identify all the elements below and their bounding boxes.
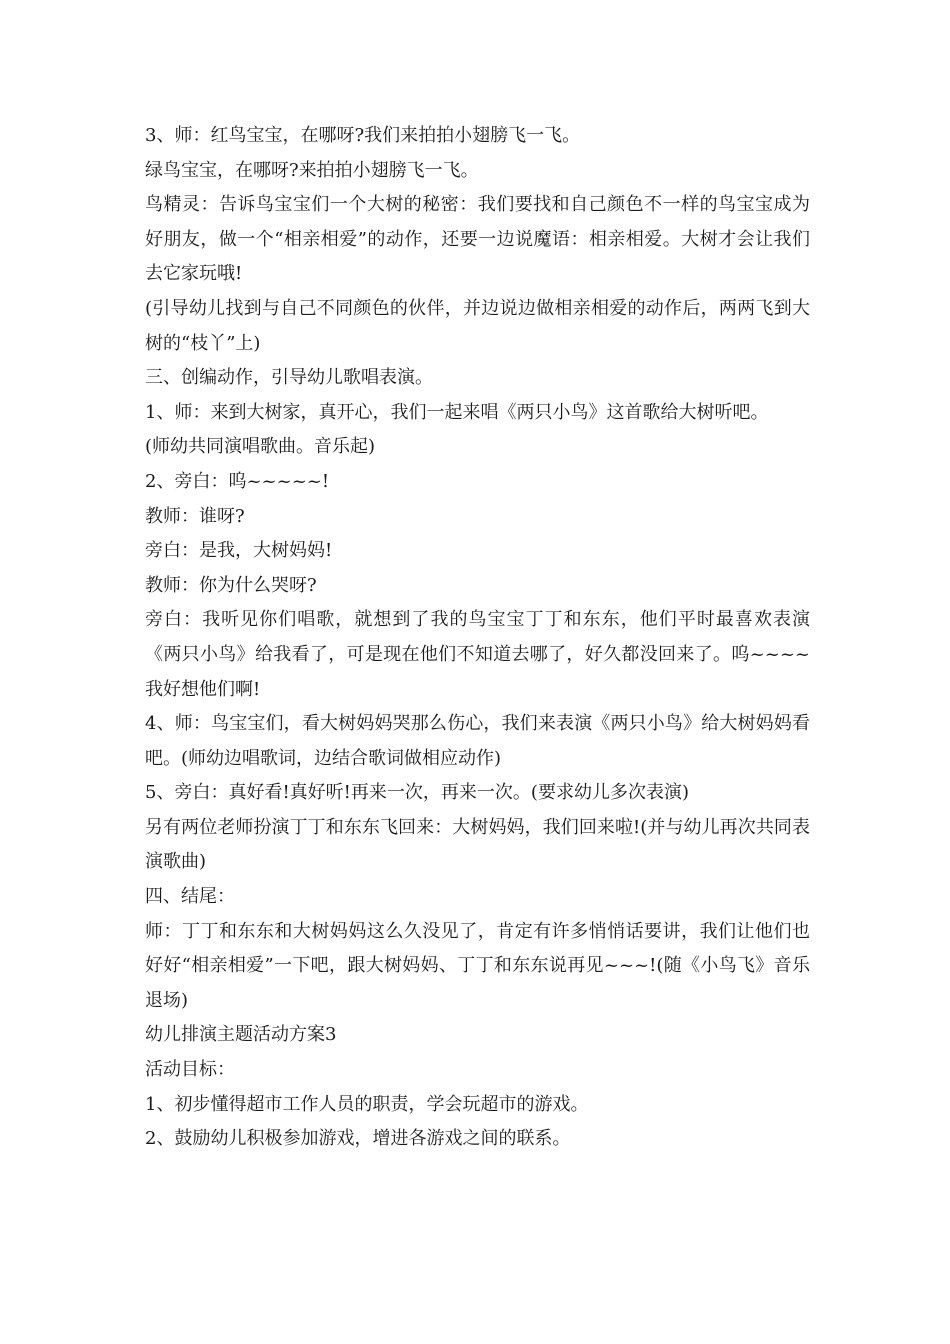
paragraph-15: 另有两位老师扮演丁丁和东东飞回来：大树妈妈，我们回来啦!(并与幼儿再次共同表演歌曲) (145, 816, 810, 873)
document-body (145, 119, 810, 1157)
paragraph-1: 3、师：红鸟宝宝，在哪呀?我们来拍拍小翅膀飞一飞。 (145, 125, 581, 146)
paragraph-13: 4、师：鸟宝宝们，看大树妈妈哭那么伤心，我们来表演《两只小鸟》给大树妈妈看吧。(师幼边唱歌词，边结合歌词做相应动作) (145, 713, 810, 769)
paragraph-3: 鸟精灵：告诉鸟宝宝们一个大树的秘密：我们要找和自己颜色不一样的鸟宝宝成为好朋友，做一个“相亲相爱”的动作，还要一边说魔语：相亲相爱。大树才会让我们去它家玩哦! (145, 194, 810, 285)
paragraph-12: 旁白：我听见你们唱歌，就想到了我的鸟宝宝丁丁和东东，他们平时最喜欢表演《两只小鸟》给我看了，可是现在他们不知道去哪了，好久都没回来了。呜~~~~我好想他们啊! (145, 609, 810, 700)
paragraph-4: (引导幼儿找到与自己不同颜色的伙伴，并边说边做相亲相爱的动作后，两两飞到大树的“枝丫”上) (145, 297, 810, 354)
paragraph-2: 绿鸟宝宝，在哪呀?来拍拍小翅膀飞一飞。 (145, 159, 479, 181)
goal-item-1: 1、初步懂得超市工作人员的职责，学会玩超市的游戏。 (145, 1093, 589, 1115)
paragraph-8: 2、旁白：呜~~~~~! (145, 470, 330, 492)
paragraph-14: 5、旁白：真好看!真好听!再来一次，再来一次。(要求幼儿多次表演) (145, 782, 689, 804)
section-heading-4: 四、结尾： (145, 886, 235, 908)
goal-item-2: 2、鼓励幼儿积极参加游戏，增进各游戏之间的联系。 (145, 1128, 571, 1150)
paragraph-11: 教师：你为什么哭呀? (145, 574, 317, 596)
section-heading-3: 三、创编动作，引导幼儿歌唱表演。 (145, 367, 433, 389)
paragraph-17: 师：丁丁和东东和大树妈妈这么久没见了，肯定有许多悄悄话要讲，我们让他们也好好“相亲相爱”一下吧，跟大树妈妈、丁丁和东东说再见~~~!(随《小鸟飞》音乐退场) (145, 920, 810, 1011)
plan-title: 幼儿排演主题活动方案3 (145, 1024, 337, 1046)
goals-heading: 活动目标： (145, 1059, 235, 1081)
paragraph-7: (师幼共同演唱歌曲。音乐起) (145, 436, 376, 458)
paragraph-6: 1、师：来到大树家，真开心，我们一起来唱《两只小鸟》这首歌给大树听吧。 (145, 401, 769, 423)
paragraph-9: 教师：谁呀? (145, 505, 245, 527)
paragraph-10: 旁白：是我，大树妈妈! (145, 540, 333, 562)
